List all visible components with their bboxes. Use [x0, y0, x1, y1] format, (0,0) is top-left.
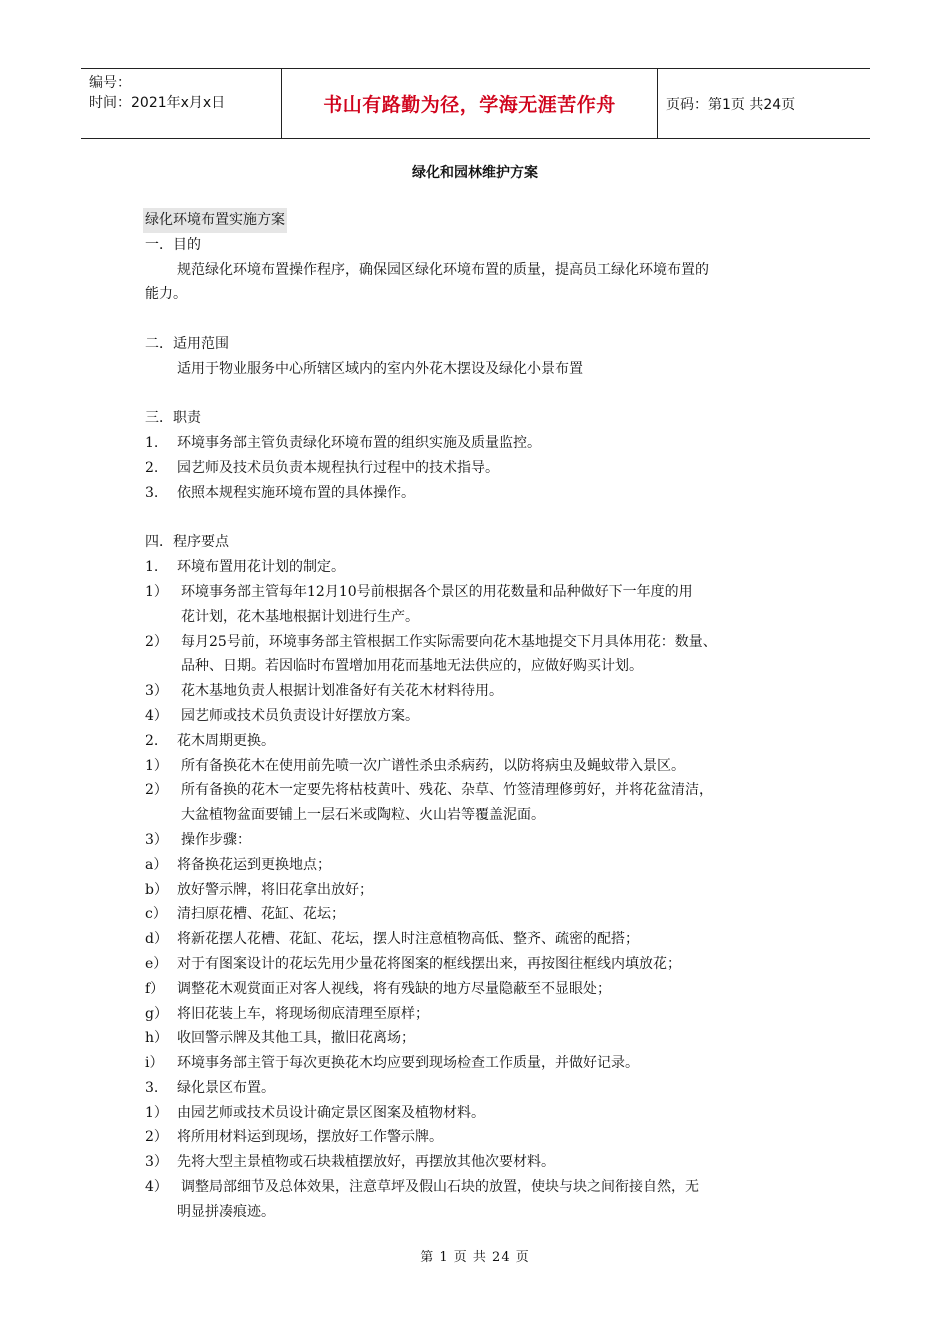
step-item	[145, 927, 825, 952]
list-text: 由园艺师或技术员设计确定景区图案及植物材料。	[177, 1104, 485, 1121]
step-marker: h）	[145, 1030, 169, 1047]
step-text: 将旧花装上车，将现场彻底清理至原样；	[177, 1005, 429, 1022]
header-info-cell	[81, 69, 282, 138]
list-text: 依照本规程实施环境布置的具体操作。	[177, 484, 415, 501]
list-text: 园艺师及技术员负责本规程执行过程中的技术指导。	[177, 459, 499, 476]
list-text: 每月25号前，环境事务部主管根据工作实际需要向花木基地提交下月具体用花：数量、	[181, 633, 717, 650]
document-header	[81, 68, 870, 139]
list-text: 花木周期更换。	[177, 732, 275, 749]
list-marker: 3）	[145, 1154, 168, 1171]
step-text: 收回警示牌及其他工具，撤旧花离场；	[177, 1030, 415, 1047]
step-text: 将备换花运到更换地点；	[177, 856, 331, 873]
list-item	[145, 1101, 825, 1126]
list-marker: 2）	[145, 633, 168, 650]
list-text: 环境事务部主管负责绿化环境布置的组织实施及质量监控。	[177, 435, 541, 452]
list-text: 园艺师或技术员负责设计好摆放方案。	[181, 707, 419, 724]
list-text: 操作步骤：	[181, 831, 251, 848]
list-text: 绿化景区布置。	[177, 1079, 275, 1096]
list-item	[145, 778, 825, 803]
list-item	[145, 1125, 825, 1150]
list-item	[145, 729, 825, 754]
list-item	[145, 580, 825, 605]
list-text-continued: 明显拼凑痕迹。	[177, 1203, 275, 1220]
step-item	[145, 853, 825, 878]
list-marker: 1）	[145, 757, 168, 774]
list-text-continued: 大盆植物盆面要铺上一层石米或陶粒、火山岩等覆盖泥面。	[181, 807, 545, 824]
list-marker: 2.	[145, 459, 159, 476]
step-marker: e）	[145, 955, 168, 972]
document-title: 绿化和园林维护方案	[412, 165, 538, 181]
step-text: 调整花木观赏面正对客人视线，将有残缺的地方尽量隐蔽至不显眼处；	[177, 980, 611, 997]
step-marker: f）	[145, 980, 165, 997]
step-item	[145, 1002, 825, 1027]
step-marker: c）	[145, 906, 167, 923]
step-marker: a）	[145, 856, 168, 873]
list-marker: 4）	[145, 1179, 168, 1196]
step-text: 对于有图案设计的花坛先用少量花将图案的框线摆出来，再按图往框线内填放花；	[177, 955, 681, 972]
list-marker: 3）	[145, 683, 168, 700]
list-marker: 3）	[145, 831, 168, 848]
header-page-code: 页码：第1页 共24页	[666, 96, 796, 113]
paragraph: 能力。	[145, 286, 187, 303]
time-label: 时间：2021年x月x日	[89, 95, 226, 111]
list-item	[145, 828, 825, 853]
list-marker: 2）	[145, 782, 168, 799]
list-marker: 3.	[145, 1079, 159, 1096]
list-text-continued: 花计划，花木基地根据计划进行生产。	[181, 608, 419, 625]
list-item	[145, 555, 825, 580]
list-text: 先将大型主景植物或石块栽植摆放好，再摆放其他次要材料。	[177, 1154, 555, 1171]
list-item	[145, 431, 825, 456]
step-text: 环境事务部主管于每次更换花木均应要到现场检查工作质量，并做好记录。	[177, 1055, 639, 1072]
step-text: 放好警示牌，将旧花拿出放好；	[177, 881, 373, 898]
section-heading: 一．目的	[145, 236, 201, 253]
section-heading: 二．适用范围	[145, 335, 229, 352]
list-marker: 3.	[145, 484, 159, 501]
list-marker: 1.	[145, 559, 159, 576]
list-marker: 4）	[145, 707, 168, 724]
step-item	[145, 878, 825, 903]
list-marker: 1）	[145, 583, 168, 600]
document-body	[145, 208, 825, 1225]
list-marker: 1.	[145, 435, 159, 452]
list-text: 花木基地负责人根据计划准备好有关花木材料待用。	[181, 683, 503, 700]
list-item	[145, 1150, 825, 1175]
list-item	[145, 481, 825, 506]
list-text: 调整局部细节及总体效果，注意草坪及假山石块的放置，使块与块之间衔接自然，无	[181, 1179, 699, 1196]
subheading: 绿化环境布置实施方案	[143, 208, 287, 233]
step-item	[145, 952, 825, 977]
step-item	[145, 1026, 825, 1051]
step-marker: i）	[145, 1055, 164, 1072]
step-item	[145, 902, 825, 927]
list-text-continued: 品种、日期。若因临时布置增加用花而基地无法供应的，应做好购买计划。	[181, 658, 643, 675]
list-item	[145, 630, 825, 655]
step-text: 将新花摆人花槽、花缸、花坛，摆人时注意植物高低、整齐、疏密的配搭；	[177, 931, 639, 948]
section-heading: 四．程序要点	[145, 534, 229, 551]
list-item	[145, 456, 825, 481]
step-text: 清扫原花槽、花缸、花坛；	[177, 906, 345, 923]
list-item	[145, 679, 825, 704]
list-text: 所有备换的花木一定要先将枯枝黄叶、残花、杂草、竹签清理修剪好，并将花盆清洁，	[181, 782, 713, 799]
list-marker: 2）	[145, 1129, 168, 1146]
paragraph: 适用于物业服务中心所辖区域内的室内外花木摆设及绿化小景布置	[177, 360, 583, 377]
step-marker: g）	[145, 1005, 168, 1022]
list-item	[145, 1076, 825, 1101]
list-marker: 1）	[145, 1104, 168, 1121]
step-marker: b）	[145, 881, 168, 898]
list-text: 环境事务部主管每年12月10号前根据各个景区的用花数量和品种做好下一年度的用	[181, 583, 693, 600]
list-text: 将所用材料运到现场，摆放好工作警示牌。	[177, 1129, 443, 1146]
list-item	[145, 1175, 825, 1200]
list-text: 所有备换花木在使用前先喷一次广谱性杀虫杀病药，以防将病虫及蝇蚊带入景区。	[181, 757, 685, 774]
step-marker: d）	[145, 931, 168, 948]
step-item	[145, 1051, 825, 1076]
section-heading: 三．职责	[145, 410, 201, 427]
list-marker: 2.	[145, 732, 159, 749]
list-text: 环境布置用花计划的制定。	[177, 559, 345, 576]
page-footer: 第 1 页 共 24 页	[420, 1250, 530, 1265]
paragraph: 规范绿化环境布置操作程序，确保园区绿化环境布置的质量，提高员工绿化环境布置的	[177, 261, 709, 278]
step-item	[145, 977, 825, 1002]
list-item	[145, 754, 825, 779]
list-item	[145, 704, 825, 729]
header-motto: 书山有路勤为径，学海无涯苦作舟	[282, 69, 658, 138]
number-label: 编号：	[89, 75, 131, 91]
